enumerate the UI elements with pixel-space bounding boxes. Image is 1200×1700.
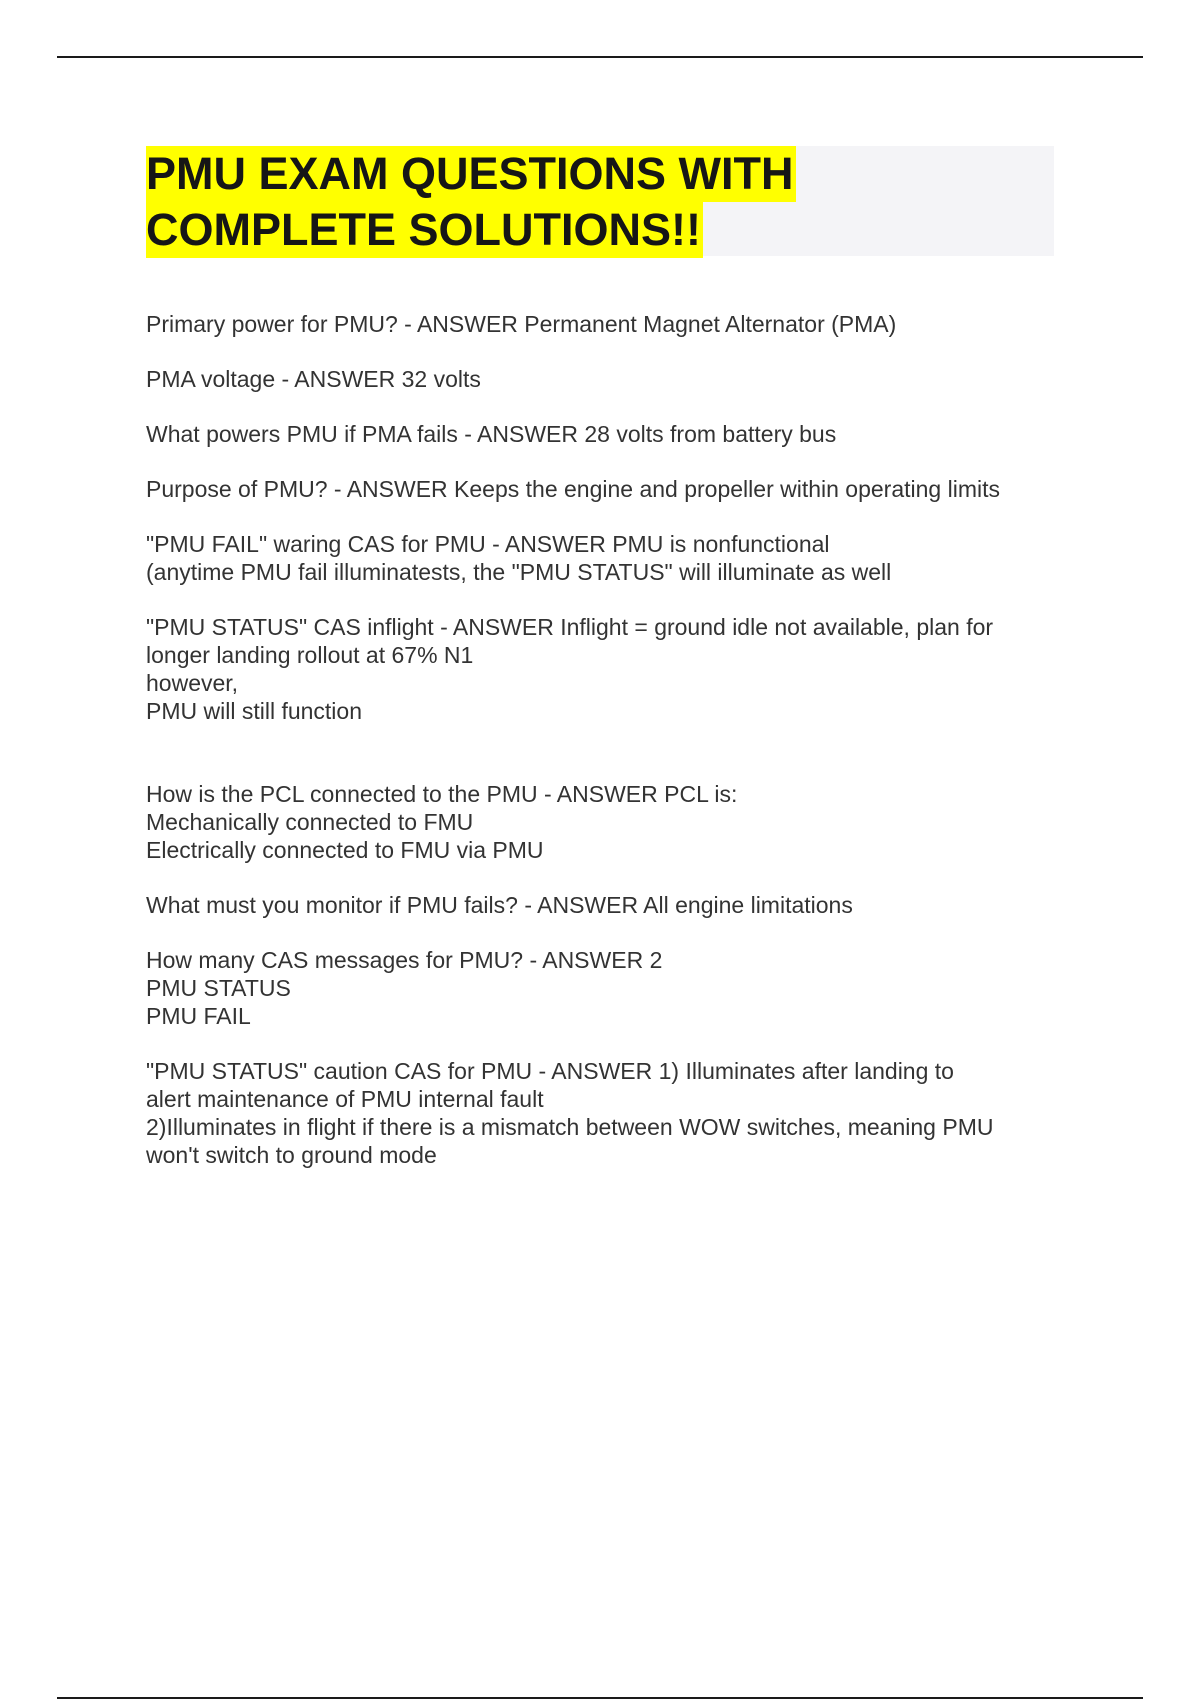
qa-list xyxy=(146,310,1066,1196)
qa-line: PMU STATUS xyxy=(146,975,291,1001)
qa-item xyxy=(146,365,1066,393)
qa-item xyxy=(146,891,1066,919)
qa-item xyxy=(146,1057,1066,1169)
qa-line: PMU FAIL xyxy=(146,1003,251,1029)
qa-line: Purpose of PMU? - ANSWER Keeps the engine and propeller within operating limits xyxy=(146,476,1000,502)
qa-line: What must you monitor if PMU fails? - ANSWER All engine limitations xyxy=(146,892,853,918)
qa-line: won't switch to ground mode xyxy=(146,1142,437,1168)
qa-line: PMA voltage - ANSWER 32 volts xyxy=(146,366,481,392)
qa-line: Primary power for PMU? - ANSWER Permanent Magnet Alternator (PMA) xyxy=(146,311,897,337)
qa-line: Electrically connected to FMU via PMU xyxy=(146,837,544,863)
qa-line: (anytime PMU fail illuminatests, the "PMU STATUS" will illuminate as well xyxy=(146,559,892,585)
qa-item xyxy=(146,946,1066,1030)
page-title xyxy=(146,146,796,258)
title-line-2: COMPLETE SOLUTIONS!! xyxy=(146,202,703,258)
title-line-1: PMU EXAM QUESTIONS WITH xyxy=(146,146,796,202)
qa-line: however, xyxy=(146,670,239,696)
qa-line: Mechanically connected to FMU xyxy=(146,809,474,835)
qa-line: What powers PMU if PMA fails - ANSWER 28 volts from battery bus xyxy=(146,421,837,447)
qa-item xyxy=(146,530,1066,586)
bottom-rule xyxy=(57,1697,1143,1699)
qa-line: "PMU STATUS" CAS inflight - ANSWER Inflight = ground idle not available, plan for xyxy=(146,614,994,640)
qa-item xyxy=(146,475,1066,503)
qa-line: longer landing rollout at 67% N1 xyxy=(146,642,474,668)
qa-line: 2)Illuminates in flight if there is a mismatch between WOW switches, meaning PMU xyxy=(146,1114,994,1140)
qa-line: How is the PCL connected to the PMU - ANSWER PCL is: xyxy=(146,781,738,807)
qa-line: "PMU STATUS" caution CAS for PMU - ANSWER 1) Illuminates after landing to xyxy=(146,1058,954,1084)
qa-item xyxy=(146,613,1066,725)
qa-line: "PMU FAIL" waring CAS for PMU - ANSWER PMU is nonfunctional xyxy=(146,531,830,557)
qa-item xyxy=(146,420,1066,448)
top-rule xyxy=(57,56,1143,58)
qa-line: PMU will still function xyxy=(146,698,362,724)
qa-line: alert maintenance of PMU internal fault xyxy=(146,1086,544,1112)
qa-item xyxy=(146,310,1066,338)
qa-item xyxy=(146,780,1066,864)
qa-line: How many CAS messages for PMU? - ANSWER 2 xyxy=(146,947,663,973)
